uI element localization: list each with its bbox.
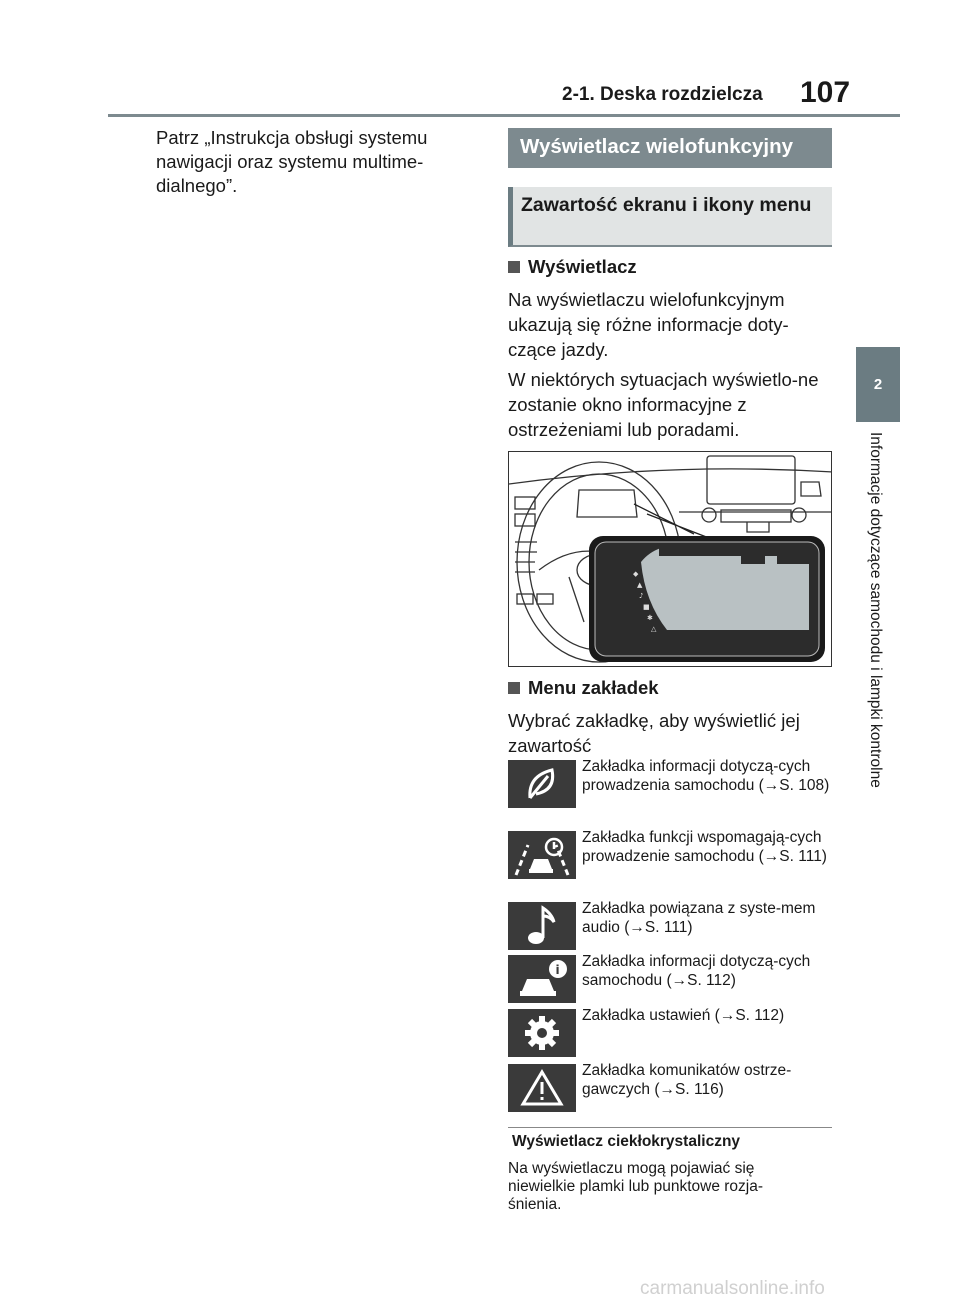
- chapter-title: Informacje dotyczące samochodu i lampki kontrolne: [867, 432, 884, 788]
- section-heading: Wyświetlacz wielofunkcyjny: [508, 128, 832, 168]
- display-paragraph-1: Na wyświetlaczu wielofunkcyjnym ukazują się różne informacje doty-czące jazdy.: [508, 289, 789, 360]
- menu-item-text: Zakładka funkcji wspomagają-cych prowadzenie samochodu (→S. 111): [582, 829, 827, 865]
- menu-intro: Wybrać zakładkę, aby wyświetlić jej zawartość: [508, 710, 800, 756]
- display-subheading: Wyświetlacz: [508, 256, 832, 278]
- menu-item-text: Zakładka powiązana z syste-mem audio (→S. 111): [582, 900, 816, 936]
- driving-assist-icon: [508, 831, 576, 879]
- section-divider: [508, 1127, 832, 1128]
- vehicle-info-icon: [508, 955, 576, 1003]
- chapter-tab: 2: [856, 347, 900, 422]
- warning-icon: [508, 1064, 576, 1112]
- svg-text:✱: ✱: [647, 614, 653, 622]
- menu-item-text: Zakładka komunikatów ostrze-gawczych (→S. 116): [582, 1062, 792, 1098]
- bullet-square-icon: [508, 682, 520, 694]
- svg-text:♪: ♪: [639, 592, 644, 600]
- bullet-square-icon: [508, 261, 520, 273]
- svg-text:■: ■: [643, 603, 650, 611]
- header-rule: [108, 114, 900, 117]
- dashboard-drawing: [509, 452, 832, 667]
- lcd-paragraph: Na wyświetlaczu mogą pojawiać się niewielkie plamki lub punktowe rozja-śnienia.: [508, 1160, 764, 1213]
- left-paragraph: Patrz „Instrukcja obsługi systemu nawigacji oraz systemu multime-dialnego”.: [156, 127, 428, 196]
- menu-item-text: Zakładka informacji dotyczą-cych prowadzenia samochodu (→S. 108): [582, 758, 830, 794]
- music-note-icon: [508, 902, 576, 950]
- gear-icon: [508, 1009, 576, 1057]
- lcd-subheading: Wyświetlacz ciekłokrystaliczny: [512, 1133, 741, 1150]
- watermark: carmanualsonline.info: [640, 1278, 825, 1299]
- subsection-heading: Zawartość ekranu i ikony menu: [508, 187, 832, 247]
- display-paragraph-2: W niektórych sytuacjach wyświetlo-ne zostanie okno informacyjne z ostrzeżeniami lub poradami.: [508, 369, 819, 440]
- svg-text:◆: ◆: [633, 570, 639, 578]
- dashboard-illustration: [508, 451, 832, 667]
- leaf-icon: [508, 760, 576, 808]
- svg-text:▲: ▲: [637, 581, 643, 589]
- page-number: 107: [800, 76, 851, 109]
- menu-item-text: Zakładka ustawień (→S. 112): [582, 1007, 785, 1024]
- menu-item-text: Zakładka informacji dotyczą-cych samochodu (→S. 112): [582, 953, 811, 989]
- svg-text:△: △: [651, 625, 657, 633]
- svg-text:i: i: [555, 963, 560, 977]
- menu-subheading: Menu zakładek: [508, 677, 832, 699]
- section-header: 2-1. Deska rozdzielcza: [562, 84, 763, 105]
